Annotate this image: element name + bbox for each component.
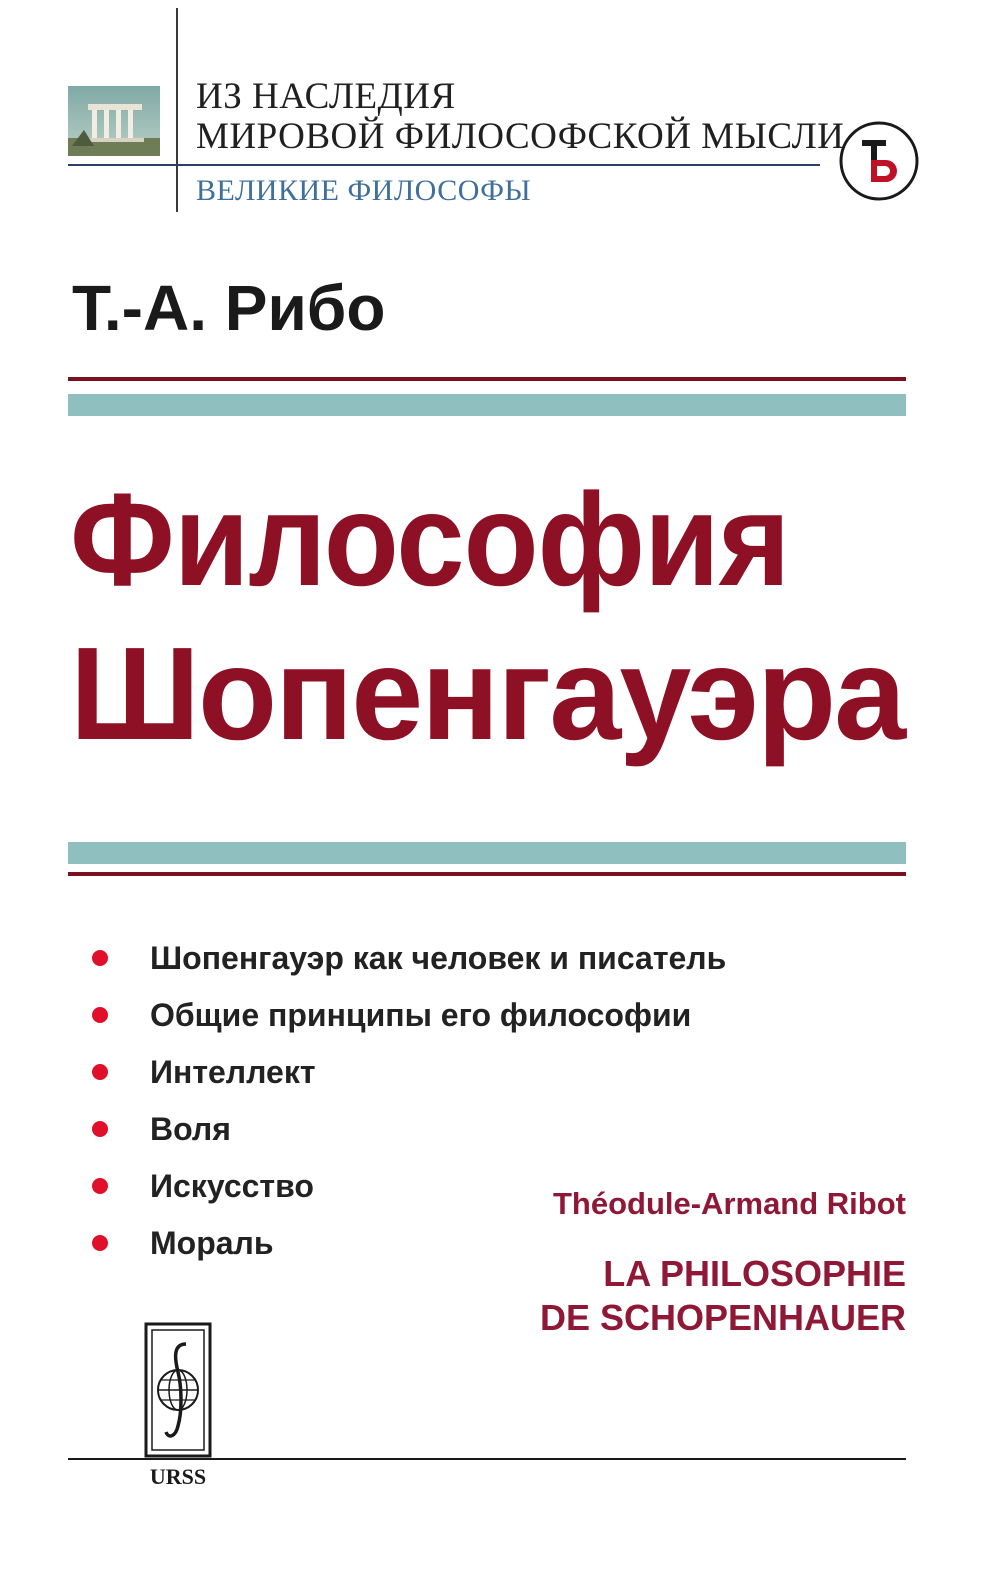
list-item: [92, 993, 852, 1050]
bullet-icon: [92, 1064, 108, 1080]
bottom-rule: [68, 1458, 906, 1460]
title-bottom-thin-rule: [68, 872, 906, 876]
list-item: [92, 1107, 852, 1164]
list-item-text: Мораль: [150, 1225, 274, 1261]
list-item: [92, 1050, 852, 1107]
title-top-thin-rule: [68, 377, 906, 381]
title-top-teal-band: [68, 394, 906, 416]
bullet-icon: [92, 1121, 108, 1137]
contents-list: [92, 936, 852, 1278]
bullet-icon: [92, 1178, 108, 1194]
series-underline: [68, 164, 820, 166]
author-name: Т.-А. Рибо: [72, 272, 386, 344]
book-title-line1: Философия: [70, 466, 790, 613]
list-item: [92, 936, 852, 993]
list-item-text: Шопенгауэр как человек и писатель: [150, 940, 727, 976]
original-author: Théodule-Armand Ribot: [552, 1186, 906, 1221]
title-bottom-teal-band: [68, 842, 906, 864]
urss-label: URSS: [149, 1464, 207, 1489]
original-title-line2: DE SCHOPENHAUER: [539, 1297, 906, 1338]
header-vertical-rule: [176, 8, 178, 212]
original-title-line1: LA PHILOSOPHIE: [603, 1253, 906, 1294]
urss-globe-icon: [144, 1322, 212, 1458]
bullet-icon: [92, 1007, 108, 1023]
series-title-line1: ИЗ НАСЛЕДИЯ: [196, 76, 456, 117]
bullet-icon: [92, 1235, 108, 1251]
bullet-icon: [92, 950, 108, 966]
greek-ruins-icon: [68, 86, 160, 156]
list-item-text: Искусство: [150, 1168, 314, 1204]
list-item-text: Общие принципы его философии: [150, 997, 692, 1033]
librokom-logo-icon: [838, 120, 920, 202]
subseries-title: ВЕЛИКИЕ ФИЛОСОФЫ: [196, 174, 532, 207]
series-title-line2: МИРОВОЙ ФИЛОСОФСКОЙ МЫСЛИ: [196, 116, 845, 157]
list-item-text: Воля: [150, 1111, 231, 1147]
list-item-text: Интеллект: [150, 1054, 316, 1090]
book-title-line2: Шопенгауэра: [70, 620, 905, 767]
